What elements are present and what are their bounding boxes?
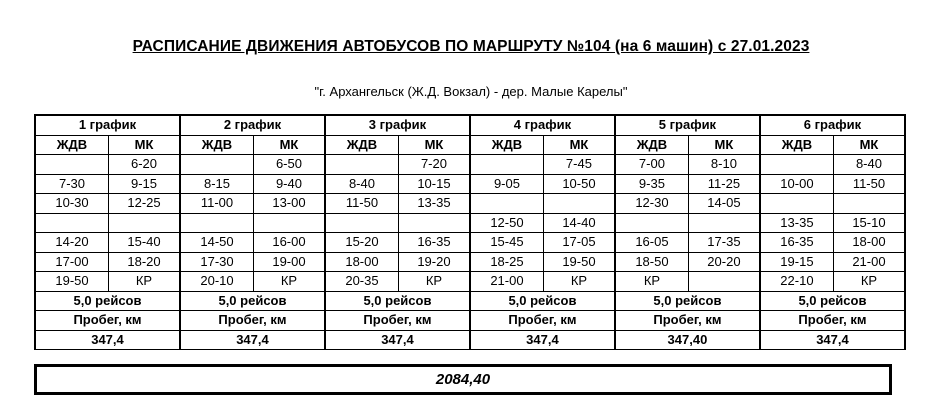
departure-mk: КР [543,272,614,292]
departure-zhdv: 21-00 [470,272,544,292]
departure-mk: 16-00 [253,233,324,253]
departure-zhdv: 13-35 [760,213,834,233]
departure-mk: 14-40 [543,213,614,233]
departure-mk: 19-00 [253,252,324,272]
schedule-label: 1 график [35,115,180,135]
mileage-label: Пробег, км [180,311,325,331]
departure-mk: КР [253,272,324,292]
stop-header-zhdv: ЖДВ [35,135,109,155]
departure-mk: 19-20 [398,252,469,272]
departure-zhdv [470,155,544,175]
departure-zhdv: 11-00 [180,194,254,214]
stop-header-zhdv: ЖДВ [615,135,689,155]
departure-mk: 9-15 [109,174,180,194]
departure-mk [109,213,180,233]
departure-zhdv: 15-45 [470,233,544,253]
mileage-label: Пробег, км [760,311,905,331]
time-row [35,252,905,272]
departure-zhdv: 11-50 [325,194,399,214]
departure-mk: КР [109,272,180,292]
departure-zhdv: 9-35 [615,174,689,194]
time-row [35,194,905,214]
trips-count: 5,0 рейсов [760,291,905,311]
departure-mk: 8-10 [688,155,759,175]
departure-mk: 13-00 [253,194,324,214]
time-row [35,233,905,253]
departure-zhdv [325,213,399,233]
departure-zhdv: 19-50 [35,272,109,292]
departure-mk [688,213,759,233]
departure-zhdv: 18-25 [470,252,544,272]
departure-zhdv: 7-00 [615,155,689,175]
departure-zhdv: 18-00 [325,252,399,272]
departure-mk: 19-50 [543,252,614,272]
stop-header-mk: МК [833,135,905,155]
departure-zhdv: 12-30 [615,194,689,214]
time-row [35,213,905,233]
departure-zhdv [180,155,254,175]
schedule-label: 3 график [325,115,470,135]
departure-zhdv [180,213,254,233]
departure-mk: 18-00 [833,233,905,253]
page-title: РАСПИСАНИЕ ДВИЖЕНИЯ АВТОБУСОВ ПО МАРШРУТУ №104 (на 6 машин) с 27.01.2023 [132,38,810,55]
stop-header-mk: МК [398,135,469,155]
departure-zhdv: 8-40 [325,174,399,194]
departure-zhdv [35,213,109,233]
departure-zhdv [325,155,399,175]
time-row [35,155,905,175]
mileage-row [35,330,905,350]
departure-mk: 12-25 [109,194,180,214]
mileage-value: 347,4 [470,330,615,350]
stop-header-mk: МК [109,135,180,155]
departure-zhdv [760,194,834,214]
stop-header-zhdv: ЖДВ [470,135,544,155]
trips-count: 5,0 рейсов [180,291,325,311]
total-mileage: 2084,40 [34,364,892,395]
departure-mk: КР [398,272,469,292]
schedule-label: 6 график [760,115,905,135]
departure-zhdv [470,194,544,214]
departure-mk [253,213,324,233]
mileage-label: Пробег, км [325,311,470,331]
departure-mk [543,194,614,214]
stop-header-mk: МК [543,135,614,155]
mileage-label: Пробег, км [615,311,760,331]
departure-zhdv [35,155,109,175]
departure-zhdv: 8-15 [180,174,254,194]
departure-mk: 16-35 [398,233,469,253]
departure-zhdv: 10-00 [760,174,834,194]
departure-zhdv: 14-20 [35,233,109,253]
departure-zhdv: 17-00 [35,252,109,272]
mileage-label: Пробег, км [35,311,180,331]
trips-count: 5,0 рейсов [615,291,760,311]
mileage-value: 347,4 [180,330,325,350]
mileage-value: 347,40 [615,330,760,350]
stop-header-mk: МК [688,135,759,155]
mileage-label: Пробег, км [470,311,615,331]
departure-mk: 9-40 [253,174,324,194]
departure-zhdv: 16-05 [615,233,689,253]
departure-zhdv: 18-50 [615,252,689,272]
departure-mk: 7-45 [543,155,614,175]
departure-mk: 8-40 [833,155,905,175]
departure-zhdv: 19-15 [760,252,834,272]
departure-mk: 14-05 [688,194,759,214]
departure-zhdv [760,155,834,175]
departure-mk: 13-35 [398,194,469,214]
departure-zhdv: 12-50 [470,213,544,233]
departure-zhdv: 7-30 [35,174,109,194]
time-row [35,272,905,292]
trips-count: 5,0 рейсов [35,291,180,311]
time-row [35,174,905,194]
departure-zhdv: 9-05 [470,174,544,194]
departure-zhdv: 17-30 [180,252,254,272]
schedule-table [34,114,906,350]
trips-count: 5,0 рейсов [325,291,470,311]
mileage-label-row [35,311,905,331]
mileage-value: 347,4 [35,330,180,350]
departure-mk: КР [833,272,905,292]
departure-zhdv: 10-30 [35,194,109,214]
departure-mk: 11-50 [833,174,905,194]
departure-mk: 6-50 [253,155,324,175]
departure-mk: 6-20 [109,155,180,175]
departure-mk: 10-15 [398,174,469,194]
schedule-label: 5 график [615,115,760,135]
trips-count: 5,0 рейсов [470,291,615,311]
schedule-header-row [35,115,905,135]
schedule-label: 4 график [470,115,615,135]
departure-zhdv: 20-10 [180,272,254,292]
route-subtitle: "г. Архангельск (Ж.Д. Вокзал) - дер. Малые Карелы" [314,84,628,99]
departure-mk: 20-20 [688,252,759,272]
departure-mk [688,272,759,292]
stop-header-zhdv: ЖДВ [325,135,399,155]
departure-mk [833,194,905,214]
departure-zhdv: 20-35 [325,272,399,292]
departure-zhdv: 15-20 [325,233,399,253]
trips-row [35,291,905,311]
departure-zhdv: 16-35 [760,233,834,253]
departure-zhdv: 14-50 [180,233,254,253]
departure-mk: 7-20 [398,155,469,175]
mileage-value: 347,4 [325,330,470,350]
departure-mk: 11-25 [688,174,759,194]
departure-mk [398,213,469,233]
departure-mk: 18-20 [109,252,180,272]
mileage-value: 347,4 [760,330,905,350]
stop-header-mk: МК [253,135,324,155]
departure-zhdv: 22-10 [760,272,834,292]
stop-header-row [35,135,905,155]
departure-zhdv: КР [615,272,689,292]
departure-mk: 17-35 [688,233,759,253]
schedule-label: 2 график [180,115,325,135]
departure-mk: 21-00 [833,252,905,272]
departure-mk: 15-10 [833,213,905,233]
stop-header-zhdv: ЖДВ [760,135,834,155]
departure-mk: 10-50 [543,174,614,194]
stop-header-zhdv: ЖДВ [180,135,254,155]
departure-mk: 15-40 [109,233,180,253]
departure-zhdv [615,213,689,233]
departure-mk: 17-05 [543,233,614,253]
